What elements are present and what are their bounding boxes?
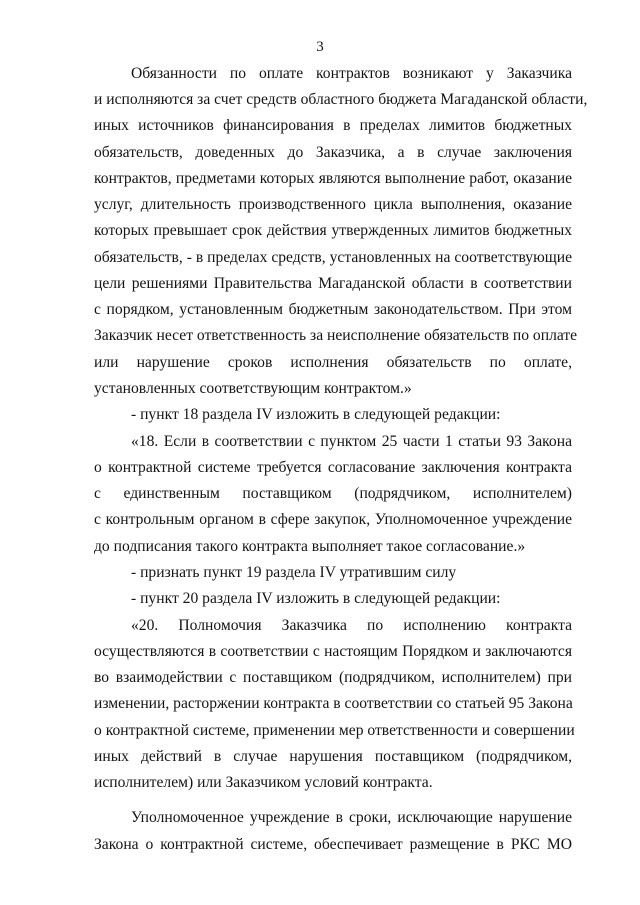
text-line: изменении, расторжении контракта в соответствии со статьей 95 Закона — [94, 695, 573, 712]
text-line: Уполномоченное учреждение в сроки, исключающие нарушение — [131, 809, 572, 826]
text-line: - пункт 20 раздела IV изложить в следующей редакции: — [131, 590, 501, 607]
text-line: или нарушение сроков исполнения обязательств по оплате, — [94, 354, 572, 371]
text-line: иных действий в случае нарушения поставщиком (подрядчиком, — [94, 748, 572, 765]
text-line: установленных соответствующим контрактом.» — [94, 380, 412, 397]
text-line: Заказчик несет ответственность за неисполнение обязательств по оплате — [94, 327, 578, 344]
text-line: до подписания такого контракта выполняет такое согласование.» — [94, 538, 526, 555]
text-line: о контрактной системе, применении мер ответственности и совершении — [94, 722, 575, 739]
text-line: «20. Полномочия Заказчика по исполнению контракта — [131, 617, 572, 634]
text-line: обязательств, - в пределах средств, установленных на соответствующие — [94, 249, 572, 266]
text-line: Обязанности по оплате контрактов возникают у Заказчика — [131, 65, 572, 82]
text-line: - признать пункт 19 раздела IV утратившим силу — [131, 564, 457, 581]
page-number: 3 — [316, 39, 324, 55]
text-line: иных источников финансирования в пределах лимитов бюджетных — [94, 117, 572, 134]
text-line: осуществляются в соответствии с настоящим Порядком и заключаются — [94, 643, 572, 660]
text-line: цели решениями Правительства Магаданской области в соответствии — [94, 275, 572, 292]
text-line: с контрольным органом в сфере закупок, Уполномоченное учреждение — [94, 511, 572, 528]
text-line: - пункт 18 раздела IV изложить в следующей редакции: — [131, 406, 501, 423]
text-line: о контрактной системе требуется согласование заключения контракта — [94, 459, 572, 476]
text-line: Закона о контрактной системе, обеспечивает размещение в РКС МО — [94, 836, 572, 853]
text-line: с порядком, установленным бюджетным законодательством. При этом — [94, 301, 572, 318]
text-line: которых превышает срок действия утвержденных лимитов бюджетных — [94, 222, 572, 239]
text-line: с единственным поставщиком (подрядчиком, исполнителем) — [94, 485, 572, 502]
text-line: услуг, длительность производственного цикла выполнения, оказание — [94, 196, 572, 213]
text-line: «18. Если в соответствии с пунктом 25 части 1 статьи 93 Закона — [131, 433, 572, 450]
text-line: исполнителем) или Заказчиком условий контракта. — [94, 774, 433, 791]
text-line: контрактов, предметами которых являются выполнение работ, оказание — [94, 170, 572, 187]
text-line: во взаимодействии с поставщиком (подрядчиком, исполнителем) при — [94, 669, 572, 686]
text-line: и исполняются за счет средств областного бюджета Магаданской области, — [94, 91, 588, 108]
text-line: обязательств, доведенных до Заказчика, а в случае заключения — [94, 144, 572, 161]
